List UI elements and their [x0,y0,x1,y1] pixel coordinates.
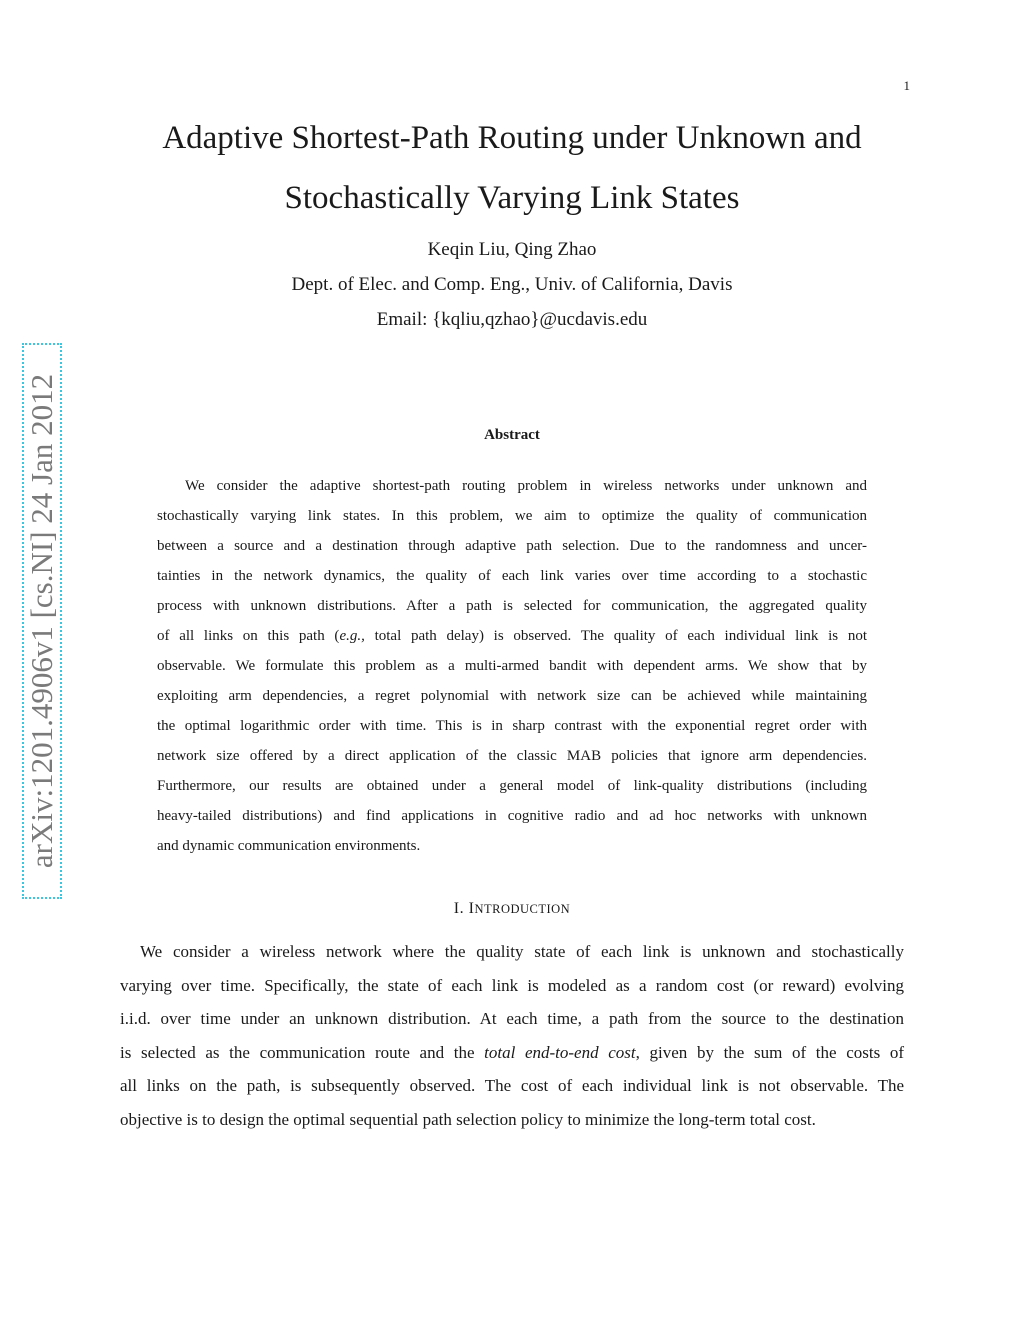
abstract-line: between a source and a destination through adaptive path selection. Due to the randomness and uncer- [157,538,867,554]
affiliation: Dept. of Elec. and Comp. Eng., Univ. of California, Davis [291,274,733,295]
intro-line: We consider a wireless network where the quality state of each link is unknown and stochastically [140,942,904,961]
abstract-text-fragment: total path delay) is observed. The quality of each individual link is not [364,628,867,644]
intro-line: varying over time. Specifically, the state of each link is modeled as a random cost (or reward) evolving [120,975,904,995]
abstract-heading: Abstract [484,427,540,443]
intro-text-fragment: is selected as the communication route and the [120,1042,485,1062]
email: Email: {kqliu,qzhao}@ucdavis.edu [376,309,648,330]
abstract-emphasis: e.g., [339,628,365,644]
abstract-line [157,621,867,651]
authors: Keqin Liu, Qing Zhao [427,239,597,260]
title-line-1: Adaptive Shortest-Path Routing under Unknown and [162,120,862,156]
abstract-line: observable. We formulate this problem as a multi-armed bandit with dependent arms. We show that by [157,658,867,674]
introduction-body [120,935,904,1136]
section-title-initial: I [468,900,475,917]
intro-line: all links on the path, is subsequently observed. The cost of each individual link is not observable. The [120,1076,904,1095]
page-number: 1 [903,78,910,93]
abstract-line: the optimal logarithmic order with time. This is in sharp contrast with the exponential regret order with [157,718,867,734]
title-line-2: Stochastically Varying Link States [284,180,740,216]
abstract-line: heavy-tailed distributions) and find applications in cognitive radio and ad hoc networks with unknown [157,808,867,824]
abstract-line: exploiting arm dependencies, a regret polynomial with network size can be achieved while maintaining [157,688,867,704]
intro-line: objective is to design the optimal sequential path selection policy to minimize the long-term total cost. [120,1109,816,1129]
intro-emphasis: total end-to-end cost [484,1042,636,1062]
abstract-line: tainties in the network dynamics, the quality of each link varies over time according to a stochastic [157,568,867,584]
abstract-line: Furthermore, our results are obtained under a general model of link-quality distributions (including [157,778,867,794]
abstract-line: and dynamic communication environments. [157,838,421,854]
section-heading-introduction [112,900,912,918]
abstract-body [157,471,867,861]
intro-text-fragment: , given by the sum of the costs of [635,1042,904,1062]
abstract-line: process with unknown distributions. After a path is selected for communication, the aggregated quality [157,598,867,614]
intro-line [120,1036,904,1070]
abstract-line: stochastically varying link states. In this problem, we aim to optimize the quality of communication [157,508,867,524]
abstract-line: We consider the adaptive shortest-path routing problem in wireless networks under unknown and [185,478,867,494]
section-number: I. [453,900,465,917]
abstract-text-fragment: of all links on this path ( [157,628,340,644]
abstract-line: network size offered by a direct application of the classic MAB policies that ignore arm dependencies. [157,748,867,764]
intro-line: i.i.d. over time under an unknown distribution. At each time, a path from the source to the destination [120,1009,904,1028]
arxiv-watermark: arXiv:1201.4906v1 [cs.NI] 24 Jan 2012 [24,373,59,869]
paper-title [112,108,912,228]
section-title-rest: NTRODUCTION [474,902,571,916]
